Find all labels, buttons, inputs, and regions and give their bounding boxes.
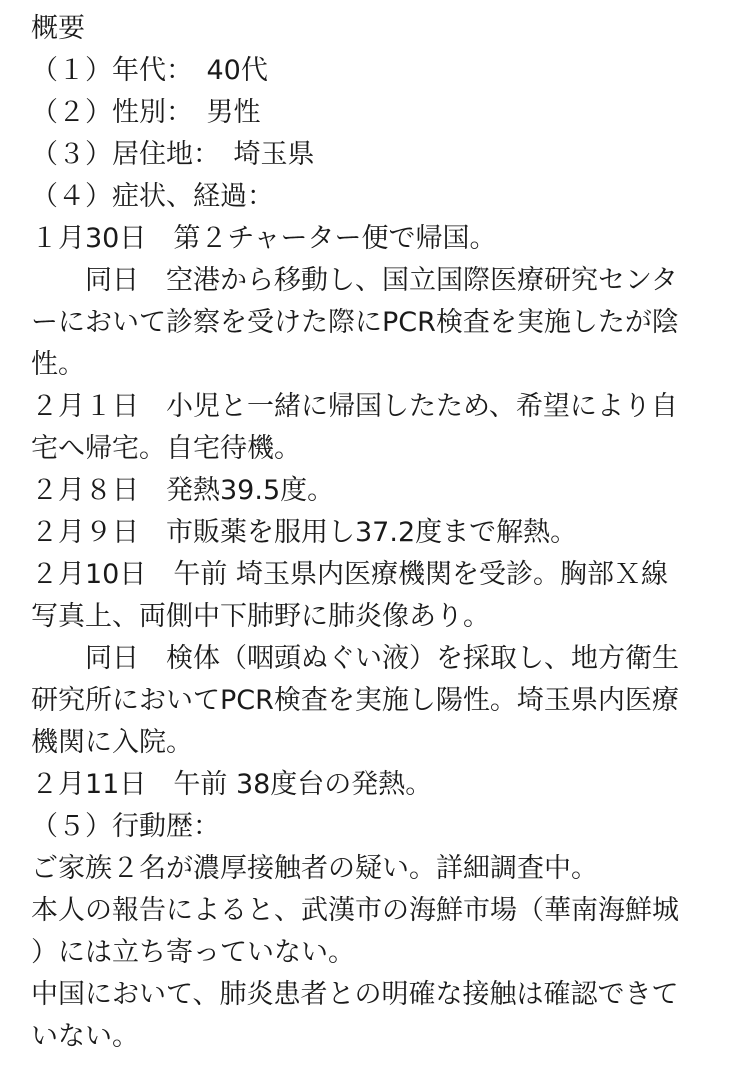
timeline-line: 同日 空港から移動し、国立国際医療研究センタ xyxy=(31,265,678,296)
timeline-line: 宅へ帰宅。自宅待機。 xyxy=(31,433,301,464)
activity-line: いない。 xyxy=(31,1021,139,1052)
activity-line: ）には立ち寄っていない。 xyxy=(31,937,355,968)
timeline-line: ２月９日 市販薬を服用し37.2度まで解熱。 xyxy=(31,517,578,548)
timeline-line: 研究所においてPCR検査を実施し陽性。埼玉県内医療 xyxy=(31,685,679,716)
timeline-line: ーにおいて診察を受けた際にPCR検査を実施したが陰 xyxy=(31,307,679,338)
timeline-line: 性。 xyxy=(31,349,85,380)
field-activity-heading: （５）行動歴： xyxy=(31,811,220,842)
heading-overview: 概要 xyxy=(31,13,85,44)
timeline-line: 写真上、両側中下肺野に肺炎像あり。 xyxy=(31,601,490,632)
timeline-line: ２月１日 小児と一緒に帰国したため、希望により自 xyxy=(31,391,678,422)
field-age: （１）年代： 40代 xyxy=(31,55,268,86)
timeline-line: 同日 検体（咽頭ぬぐい液）を採取し、地方衛生 xyxy=(31,643,679,674)
field-symptoms-heading: （４）症状、経過： xyxy=(31,181,274,212)
timeline-line: ２月８日 発熱39.5度。 xyxy=(31,475,335,506)
timeline-line: 機関に入院。 xyxy=(31,727,193,758)
document-body xyxy=(31,8,731,1058)
activity-line: 中国において、肺炎患者との明確な接触は確認できて xyxy=(31,979,679,1010)
field-sex: （２）性別： 男性 xyxy=(31,97,261,128)
timeline-line: ２月10日 午前 埼玉県内医療機関を受診。胸部Ｘ線 xyxy=(31,559,668,590)
timeline-line: ２月11日 午前 38度台の発熱。 xyxy=(31,769,433,800)
timeline-line: １月30日 第２チャーター便で帰国。 xyxy=(31,223,497,254)
activity-line: ご家族２名が濃厚接触者の疑い。詳細調査中。 xyxy=(31,853,598,884)
activity-line: 本人の報告によると、武漢市の海鮮市場（華南海鮮城 xyxy=(31,895,679,926)
field-residence: （３）居住地： 埼玉県 xyxy=(31,139,315,170)
